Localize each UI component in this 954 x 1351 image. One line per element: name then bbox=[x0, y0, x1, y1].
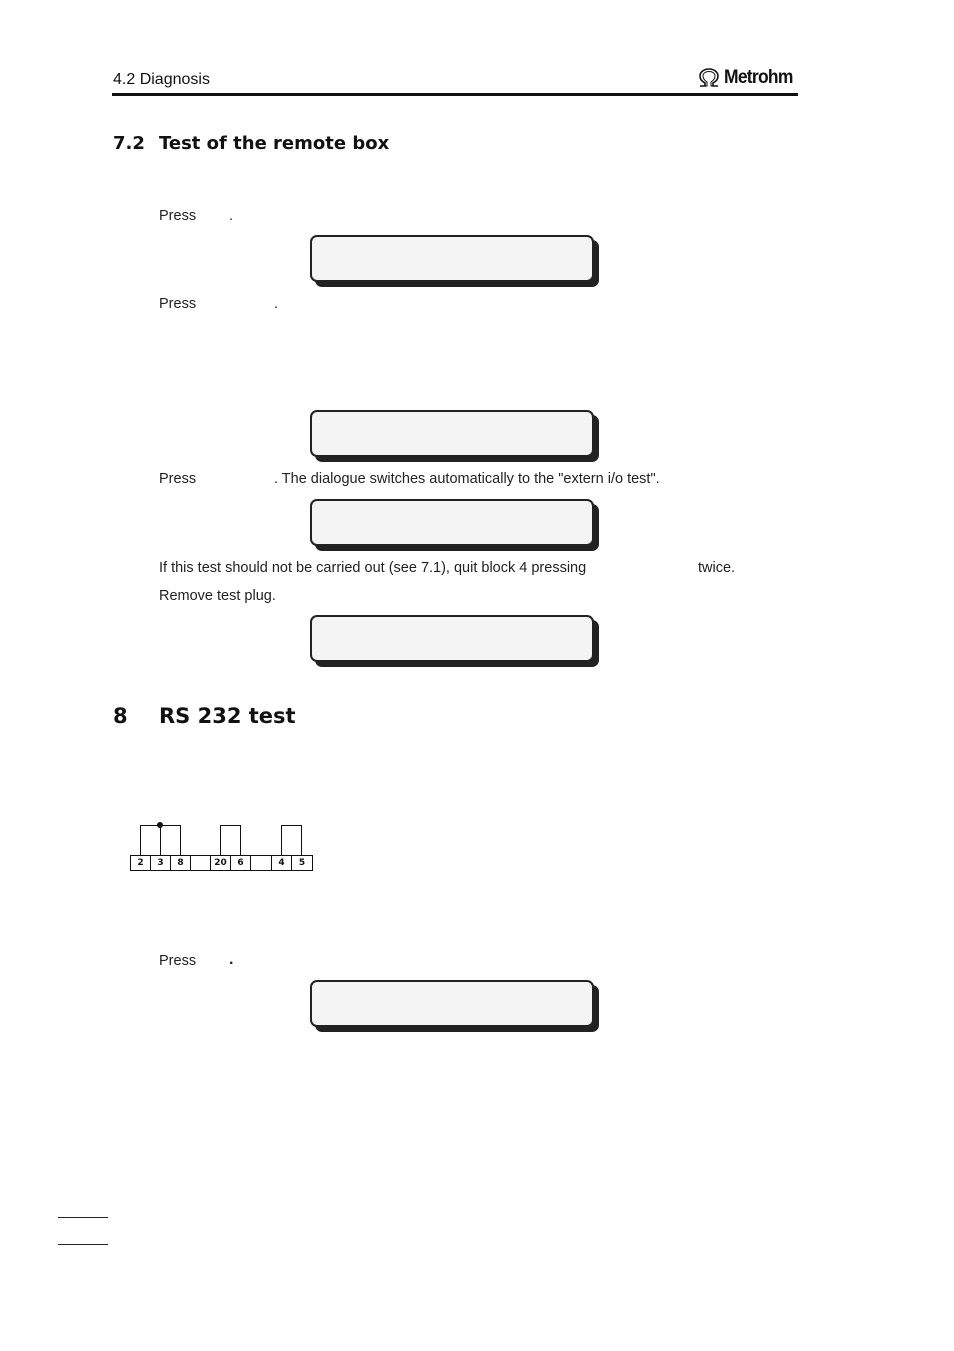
pin-empty-2 bbox=[250, 855, 272, 871]
jumper-20-6 bbox=[220, 825, 241, 856]
section-number-7-2: 7.2 bbox=[113, 133, 145, 154]
section-number-8: 8 bbox=[113, 704, 128, 728]
jumper-2-3 bbox=[140, 825, 161, 856]
pin-2: 2 bbox=[130, 855, 151, 871]
section-title-7-2: Test of the remote box bbox=[159, 133, 390, 154]
lcd-display-5 bbox=[310, 980, 594, 1027]
pin-4: 4 bbox=[271, 855, 292, 871]
remove-plug-instruction: Remove test plug. bbox=[159, 588, 276, 604]
press-instruction-4-end: . bbox=[229, 951, 234, 968]
press-instruction-1: Press bbox=[159, 208, 197, 224]
junction-dot bbox=[157, 822, 163, 828]
lcd-display-3 bbox=[310, 499, 594, 546]
pin-6: 6 bbox=[230, 855, 251, 871]
press-instruction-4: Press bbox=[159, 953, 197, 969]
metrohm-logo bbox=[697, 66, 799, 90]
press-instruction-2-end: . bbox=[274, 296, 279, 312]
footer-rule-top bbox=[58, 1217, 108, 1218]
lcd-display-1 bbox=[310, 235, 594, 282]
header-divider bbox=[112, 93, 798, 96]
jumper-4-5 bbox=[281, 825, 302, 856]
footer-rule-bottom bbox=[58, 1244, 108, 1245]
pin-empty-1 bbox=[190, 855, 211, 871]
skip-test-instruction: If this test should not be carried out (see 7.1), quit block 4 pressing bbox=[159, 560, 587, 576]
skip-test-instruction-end: twice. bbox=[698, 560, 736, 576]
press-instruction-3: Press bbox=[159, 471, 197, 487]
press-instruction-3-tail: . The dialogue switches automatically to the "extern i/o test". bbox=[274, 471, 660, 487]
section-header: 4.2 Diagnosis bbox=[113, 71, 210, 88]
omega-logo-icon bbox=[697, 68, 721, 88]
lcd-display-4 bbox=[310, 615, 594, 662]
lcd-display-2 bbox=[310, 410, 594, 457]
press-instruction-2: Press bbox=[159, 296, 197, 312]
pin-5: 5 bbox=[291, 855, 313, 871]
pin-3: 3 bbox=[150, 855, 171, 871]
press-instruction-1-end: . bbox=[229, 208, 234, 224]
section-title-8: RS 232 test bbox=[159, 704, 296, 728]
jumper-3-8 bbox=[160, 825, 181, 856]
pin-8: 8 bbox=[170, 855, 191, 871]
logo-wordmark: Metrohm bbox=[724, 67, 793, 88]
pin-20: 20 bbox=[210, 855, 231, 871]
